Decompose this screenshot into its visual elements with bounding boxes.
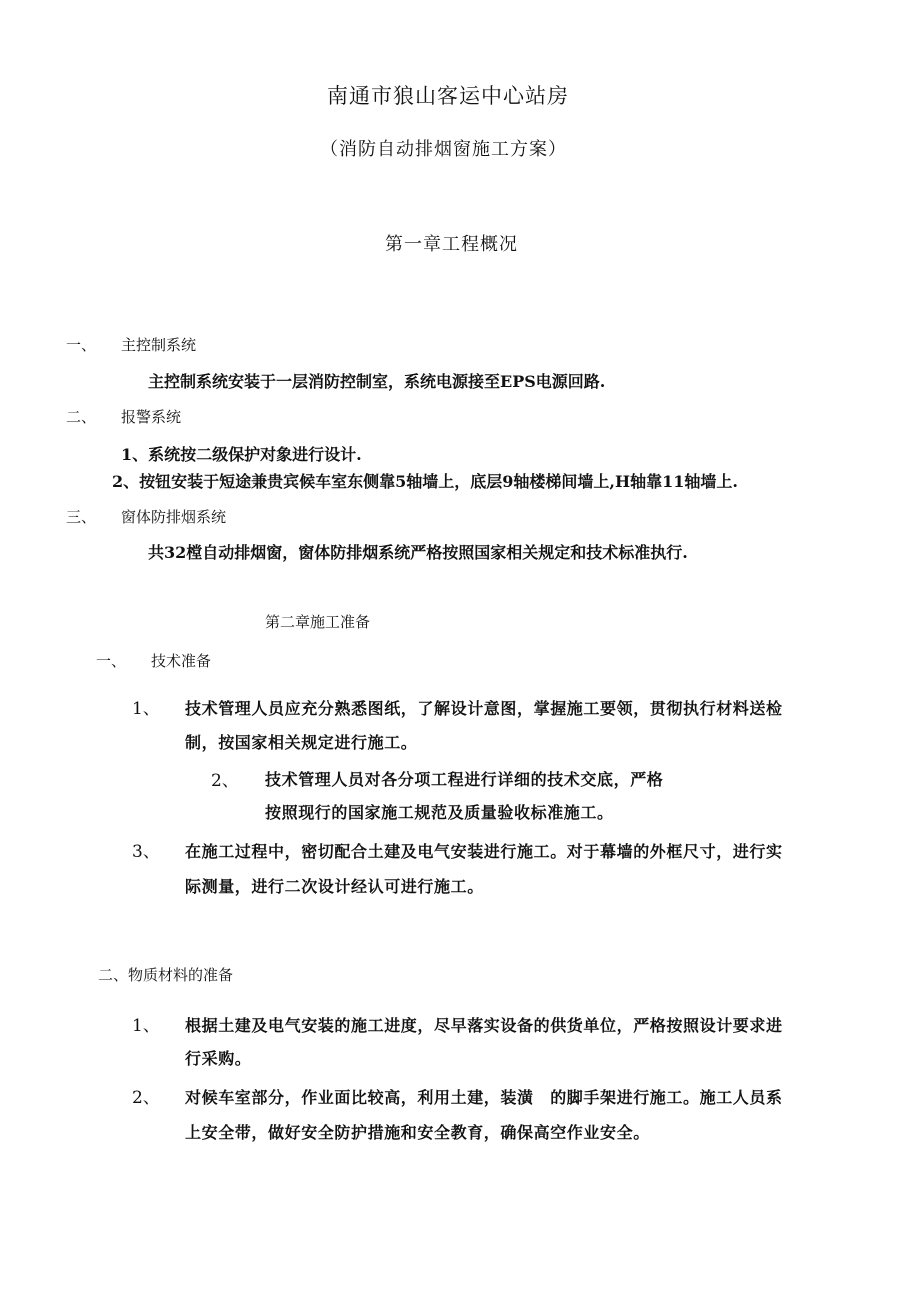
list-number: 1、 bbox=[132, 699, 160, 719]
list-item-text: 制，按国家相关规定进行施工。 bbox=[185, 733, 418, 752]
paragraph: 2、按钮安装于短途兼贵宾候车室东侧靠5轴墙上，底层9轴楼梯间墙上,H轴靠11轴墙上. bbox=[112, 472, 738, 491]
document-subtitle: （消防自动排烟窗施工方案） bbox=[320, 139, 567, 160]
section-title: 技术准备 bbox=[151, 652, 212, 670]
paragraph: 主控制系统安装于一层消防控制室，系统电源接至EPS电源回路. bbox=[148, 372, 606, 391]
section-number: 一、 bbox=[96, 652, 127, 670]
document-title: 南通市狼山客运中心站房 bbox=[327, 84, 569, 108]
chapter2-heading: 第二章施工准备 bbox=[265, 613, 371, 631]
list-item-text: 技术管理人员对各分项工程进行详细的技术交底，严格 bbox=[265, 770, 664, 789]
section-number: 一、 bbox=[66, 336, 97, 354]
section-number: 二、 bbox=[66, 408, 97, 426]
list-number: 2、 bbox=[211, 771, 239, 791]
list-item-text: 际测量，进行二次设计经认可进行施工。 bbox=[185, 877, 484, 896]
list-item-text: 上安全带，做好安全防护措施和安全教育，确保高空作业安全。 bbox=[185, 1123, 650, 1142]
paragraph: 1、系统按二级保护对象进行设计. bbox=[121, 445, 362, 464]
section-title: 报警系统 bbox=[121, 408, 182, 426]
list-item-text: 在施工过程中，密切配合土建及电气安装进行施工。对于幕墙的外框尺寸，进行实 bbox=[185, 842, 783, 861]
chapter1-heading: 第一章工程概况 bbox=[385, 234, 518, 255]
section-number: 三、 bbox=[66, 508, 97, 526]
paragraph: 共32樘自动排烟窗，窗体防排烟系统严格按照国家相关规定和技术标准执行. bbox=[148, 543, 688, 562]
section-title: 窗体防排烟系统 bbox=[121, 508, 227, 526]
list-item-text: 对候车室部分，作业面比较高，利用土建，装潢 的脚手架进行施工。施工人员系 bbox=[185, 1088, 783, 1107]
list-item-text: 行采购。 bbox=[185, 1049, 252, 1068]
list-number: 2、 bbox=[132, 1088, 160, 1108]
list-item-text: 按照现行的国家施工规范及质量验收标准施工。 bbox=[265, 803, 614, 822]
list-number: 1、 bbox=[132, 1016, 160, 1036]
list-number: 3、 bbox=[132, 842, 160, 862]
list-item-text: 技术管理人员应充分熟悉图纸，了解设计意图，掌握施工要领，贯彻执行材料送检 bbox=[185, 699, 783, 718]
section-title: 主控制系统 bbox=[121, 336, 197, 354]
section-heading: 二、物质材料的准备 bbox=[98, 966, 234, 984]
list-item-text: 根据土建及电气安装的施工进度，尽早落实设备的供货单位，严格按照设计要求进 bbox=[185, 1016, 783, 1035]
